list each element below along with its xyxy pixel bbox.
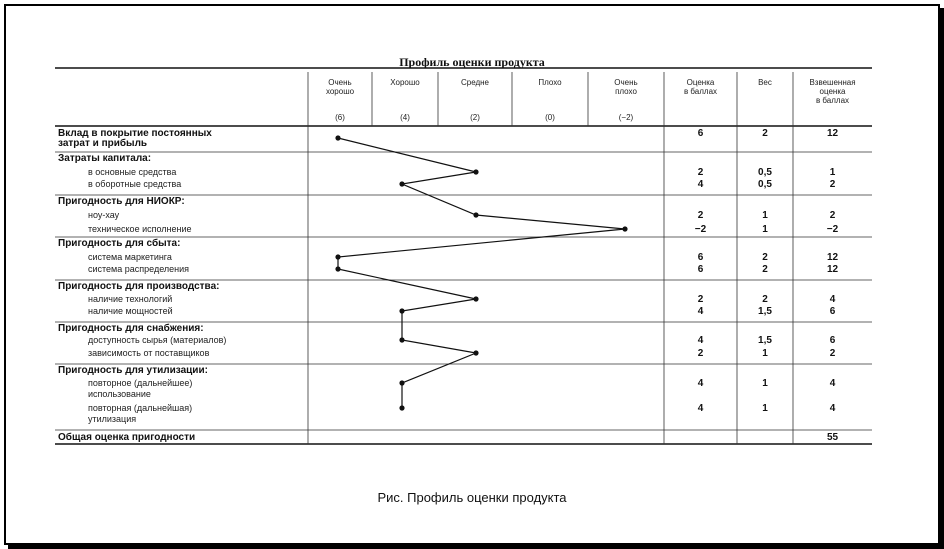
scale-header-score: (6) [335, 113, 345, 122]
weight-value: 1 [762, 210, 768, 221]
score-value: 6 [697, 128, 704, 139]
scale-header-label: Средне [460, 78, 490, 87]
criterion-label: система маркетинга [88, 252, 172, 262]
profile-point [473, 212, 478, 217]
profile-line [338, 138, 625, 408]
group-title: Пригодность для производства: [58, 281, 220, 292]
scale-header-label: Хорошо [390, 78, 420, 87]
weighted-value: 2 [829, 179, 836, 190]
scale-header-label: Плохо [538, 78, 562, 87]
group-title: затрат и прибыль [58, 138, 148, 149]
criterion-label: в основные средства [88, 167, 177, 177]
weight-value: 1 [762, 378, 768, 389]
criterion-label: наличие мощностей [88, 306, 173, 316]
column-header-score: в баллах [683, 87, 718, 96]
profile-point [473, 296, 478, 301]
scale-header-score: (4) [400, 113, 410, 122]
column-header-score: Оценка [686, 78, 715, 87]
score-value: 4 [697, 335, 704, 346]
total-label: Общая оценка пригодности [58, 432, 196, 443]
criterion-label: повторная (дальнейшая) [88, 403, 193, 413]
weight-value: 2 [762, 128, 768, 139]
profile-point [335, 135, 340, 140]
group-title: Вклад в покрытие постоянных [58, 128, 212, 139]
score-value: −2 [694, 224, 707, 235]
profile-point [399, 181, 404, 186]
weighted-value: −2 [826, 224, 839, 235]
scale-header-score: (−2) [618, 113, 634, 122]
profile-point [399, 380, 404, 385]
weight-value: 2 [762, 264, 768, 275]
score-value: 4 [697, 403, 704, 414]
profile-point [399, 337, 404, 342]
criterion-label: доступность сырья (материалов) [88, 335, 227, 345]
score-value: 2 [697, 348, 704, 359]
scale-header-score: (0) [545, 113, 555, 122]
criterion-label: в оборотные средства [88, 179, 182, 189]
group-title: Затраты капитала: [58, 153, 152, 164]
profile-point [473, 350, 478, 355]
criterion-label: техническое исполнение [88, 224, 192, 234]
weighted-value: 2 [829, 348, 836, 359]
scale-header-label: плохо [615, 87, 637, 96]
score-value: 4 [697, 179, 704, 190]
group-title: Пригодность для НИОКР: [58, 196, 185, 207]
column-header-weighted: в баллах [815, 96, 850, 105]
weight-value: 0,5 [758, 179, 772, 190]
criterion-label: повторное (дальнейшее) [88, 378, 193, 388]
scale-header-label: Очень [614, 78, 638, 87]
weight-value: 1,5 [758, 335, 772, 346]
criterion-label: зависимость от поставщиков [88, 348, 210, 358]
total-value: 55 [826, 432, 839, 443]
score-value: 2 [697, 210, 704, 221]
weighted-value: 4 [829, 294, 836, 305]
weighted-value: 6 [829, 335, 836, 346]
profile-point [473, 169, 478, 174]
weight-value: 1 [762, 348, 768, 359]
score-value: 4 [697, 378, 704, 389]
criterion-label: система распределения [88, 264, 190, 274]
weighted-value: 2 [829, 210, 836, 221]
score-value: 6 [697, 252, 704, 263]
scale-header-label: хорошо [325, 87, 355, 96]
weighted-value: 4 [829, 403, 836, 414]
scale-header-score: (2) [470, 113, 480, 122]
column-header-weight: Вес [758, 78, 772, 87]
weighted-value: 1 [829, 167, 836, 178]
score-value: 2 [697, 167, 704, 178]
weight-value: 2 [762, 252, 768, 263]
criterion-label: ноу-хау [88, 210, 120, 220]
group-title: Пригодность для утилизации: [58, 365, 208, 376]
column-header-weighted: Взвешенная [809, 78, 856, 87]
profile-point [399, 308, 404, 313]
profile-point [335, 254, 340, 259]
weight-value: 1,5 [758, 306, 772, 317]
table-title: Профиль оценки продукта [399, 55, 545, 69]
weighted-value: 6 [829, 306, 836, 317]
criterion-label: наличие технологий [88, 294, 173, 304]
weight-value: 2 [762, 294, 768, 305]
criterion-label: использование [88, 389, 151, 399]
profile-point [335, 266, 340, 271]
weight-value: 0,5 [758, 167, 772, 178]
weighted-value: 12 [826, 264, 839, 275]
score-value: 2 [697, 294, 704, 305]
profile-point [399, 405, 404, 410]
group-title: Пригодность для сбыта: [58, 238, 181, 249]
group-title: Пригодность для снабжения: [58, 323, 204, 334]
weight-value: 1 [762, 224, 768, 235]
weighted-value: 4 [829, 378, 836, 389]
column-header-weighted: оценка [819, 87, 846, 96]
criterion-label: утилизация [88, 414, 137, 424]
score-value: 6 [697, 264, 704, 275]
weighted-value: 12 [826, 252, 839, 263]
weight-value: 1 [762, 403, 768, 414]
score-value: 4 [697, 306, 704, 317]
weighted-value: 12 [826, 128, 839, 139]
figure-caption: Рис. Профиль оценки продукта [377, 490, 567, 505]
profile-point [622, 226, 627, 231]
scale-header-label: Очень [328, 78, 352, 87]
